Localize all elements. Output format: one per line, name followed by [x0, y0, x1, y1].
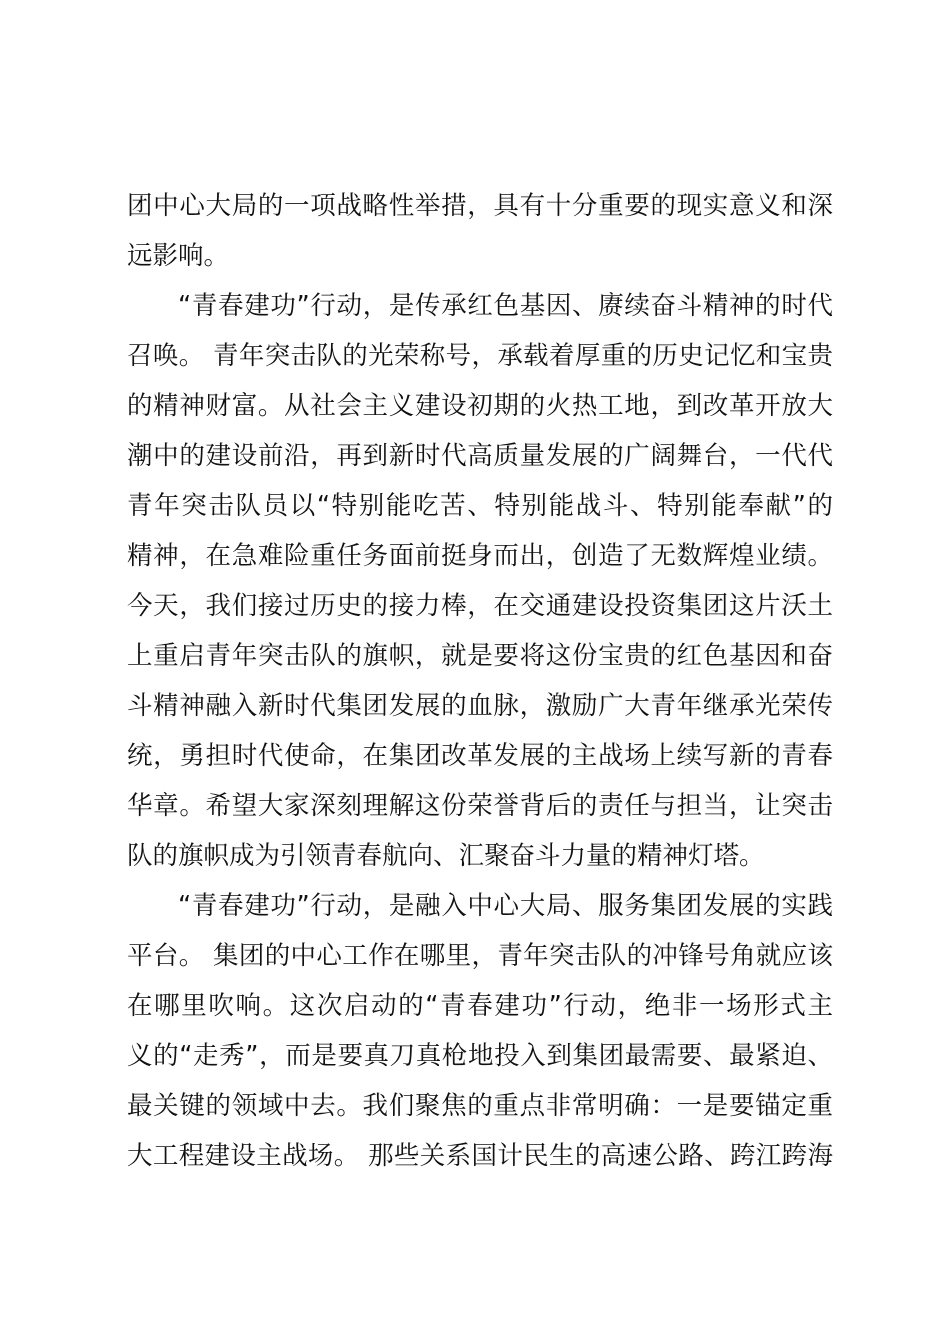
paragraph-3-line-4: 义的“走秀”，而是要真刀真枪地投入到集团最需要、最紧迫、: [127, 1041, 833, 1071]
paragraph-3-line-2: 平台。 集团的中心工作在哪里，青年突击队的冲锋号角就应该: [127, 941, 833, 971]
document-body: [127, 181, 833, 1181]
paragraph-1-line-2: 远影响。: [127, 241, 230, 271]
paragraph-2-line-5: 青年突击队员以“特别能吃苦、特别能战斗、特别能奉献”的: [127, 491, 833, 521]
paragraph-2-line-10: 统，勇担时代使命，在集团改革发展的主战场上续写新的青春: [127, 741, 833, 771]
paragraph-1-line-1: 团中心大局的一项战略性举措，具有十分重要的现实意义和深: [127, 191, 833, 221]
paragraph-2-line-9: 斗精神融入新时代集团发展的血脉，激励广大青年继承光荣传: [127, 691, 833, 721]
paragraph-3-line-6: 大工程建设主战场。 那些关系国计民生的高速公路、跨江跨海: [127, 1141, 833, 1171]
paragraph-2-line-11: 华章。希望大家深刻理解这份荣誉背后的责任与担当，让突击: [127, 791, 833, 821]
paragraph-3-line-5: 最关键的领域中去。我们聚焦的重点非常明确：一是要锚定重: [127, 1091, 833, 1121]
paragraph-2-line-8: 上重启青年突击队的旗帜，就是要将这份宝贵的红色基因和奋: [127, 641, 833, 671]
paragraph-3-line-3: 在哪里吹响。这次启动的“青春建功”行动，绝非一场形式主: [127, 991, 833, 1021]
paragraph-2-line-6: 精神，在急难险重任务面前挺身而出，创造了无数辉煌业绩。: [127, 541, 833, 571]
paragraph-2-line-2: 召唤。 青年突击队的光荣称号，承载着厚重的历史记忆和宝贵: [127, 341, 833, 371]
paragraph-3-line-1: “青春建功”行动，是融入中心大局、服务集团发展的实践: [178, 891, 833, 921]
paragraph-2-line-1: “青春建功”行动，是传承红色基因、赓续奋斗精神的时代: [178, 291, 833, 321]
paragraph-2-line-12: 队的旗帜成为引领青春航向、汇聚奋斗力量的精神灯塔。: [127, 841, 765, 871]
paragraph-2-line-4: 潮中的建设前沿，再到新时代高质量发展的广阔舞台，一代代: [127, 441, 833, 471]
paragraph-2-line-3: 的精神财富。从社会主义建设初期的火热工地，到改革开放大: [127, 391, 833, 421]
paragraph-2-line-7: 今天，我们接过历史的接力棒，在交通建设投资集团这片沃土: [127, 591, 833, 621]
